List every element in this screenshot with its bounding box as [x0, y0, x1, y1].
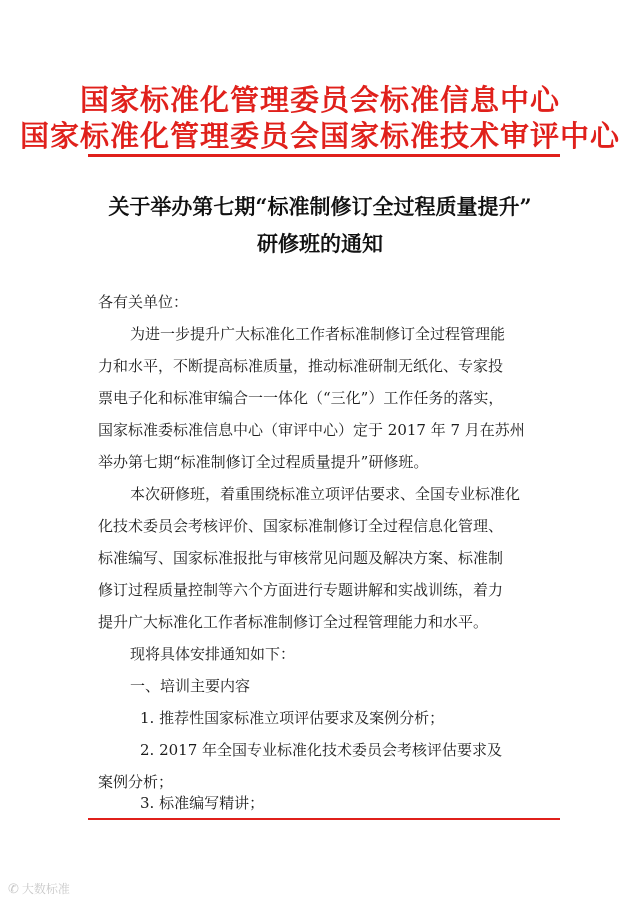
- para2-line: 修订过程质量控制等六个方面进行专题讲解和实战训练，着力: [98, 581, 504, 599]
- header-rule: [88, 154, 560, 157]
- watermark-logo-icon: ✆: [8, 882, 19, 897]
- header-org-line-1: 国家标准化管理委员会标准信息中心: [79, 83, 560, 117]
- para1-line: 为进一步提升广大标准化工作者标准制修订全过程管理能: [130, 325, 506, 343]
- para2-line: 化技术委员会考核评价、国家标准制修订全过程信息化管理、: [98, 517, 504, 535]
- para2-line: 提升广大标准化工作者标准制修订全过程管理能力和水平。: [98, 613, 489, 631]
- notice-title-line-1: 关于举办第七期“标准制修订全过程质量提升”: [108, 194, 532, 219]
- list-item: 1. 推荐性国家标准立项评估要求及案例分析；: [140, 709, 445, 727]
- list-item: 2. 2017 年全国专业标准化技术委员会考核评估要求及: [140, 741, 503, 759]
- para1-line: 举办第七期“标准制修订全过程质量提升”研修班。: [98, 453, 429, 471]
- footer-rule: [88, 818, 560, 820]
- list-item: 案例分析；: [98, 773, 174, 791]
- header-org-line-2: 国家标准化管理委员会国家标准技术审评中心: [19, 119, 620, 153]
- intro-line: 现将具体安排通知如下：: [130, 645, 296, 663]
- para2-line: 本次研修班，着重围绕标准立项评估要求、全国专业标准化: [130, 485, 521, 503]
- para2-line: 标准编写、国家标准报批与审核常见问题及解决方案、标准制: [98, 549, 504, 567]
- para1-line: 票电子化和标准审编合一一体化（“三化”）工作任务的落实，: [98, 389, 504, 407]
- watermark: [8, 880, 70, 897]
- section-heading: 一、培训主要内容: [130, 677, 251, 695]
- para1-line: 力和水平，不断提高标准质量，推动标准研制无纸化、专家投: [98, 357, 504, 375]
- list-item: 3. 标准编写精讲；: [140, 794, 265, 812]
- salutation: 各有关单位：: [98, 293, 189, 311]
- notice-title-line-2: 研修班的通知: [257, 231, 383, 256]
- watermark-text: 大数标准: [21, 882, 70, 896]
- para1-line: 国家标准委标准信息中心（审评中心）定于 2017 年 7 月在苏州: [98, 421, 525, 439]
